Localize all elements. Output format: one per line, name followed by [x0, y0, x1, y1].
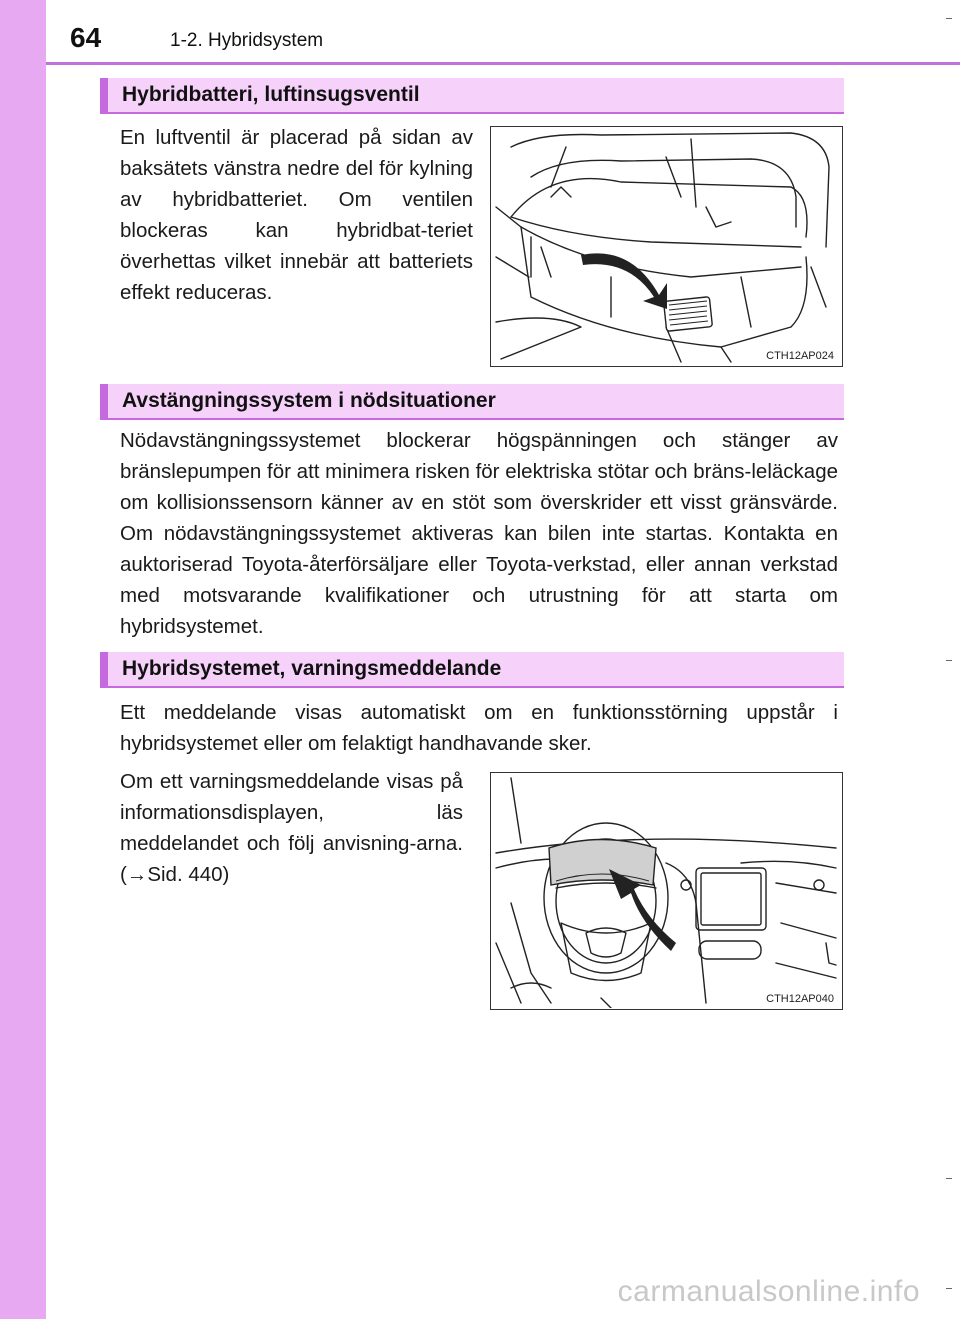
- crop-mark: [946, 660, 952, 661]
- warning-display-text: Om ett varningsmeddelande visas på informationsdisplayen, läs meddelandet och följ anvisning-arna. (: [120, 770, 463, 886]
- emergency-shutoff-paragraph: Nödavstängningssystemet blockerar högspänningen och stänger av bränslepumpen för att minimera risken för elektriska stötar och bräns-leläckage om kollisionssensorn känner av en stöt som överskrider ett visst gränsvärde. Om nödavstängningssystemet aktiveras kan bilen inte startas. Kontakta en auktoriserad Toyota-återförsäljare eller Toyota-verkstad, eller annan verkstad med motsvarande kvalifikationer och utrustning för att starta om hybridsystemet.: [120, 429, 838, 638]
- section-title-emergency-shutoff: Avstängningssystem i nödsituationer: [100, 384, 844, 420]
- figure-code-024: CTH12AP024: [766, 350, 834, 362]
- dashboard-illustration: [491, 773, 841, 1008]
- section-title-battery-vent: Hybridbatteri, luftinsugsventil: [100, 78, 844, 114]
- warning-display-paragraph: [120, 766, 463, 890]
- figure-rear-seat-vent: [490, 126, 843, 367]
- header-rule: [46, 62, 960, 65]
- pointer-arrow: [581, 253, 667, 309]
- battery-vent-paragraph: En luftventil är placerad på sidan av baksätets vänstra nedre del för kylning av hybridbatteriet. Om ventilen blockeras kan hybridbat-teriet överhettas vilket innebär att batteriets effekt reduceras.: [120, 126, 473, 304]
- side-tab-strip: [0, 0, 46, 1319]
- running-head: 1-2. Hybridsystem: [170, 30, 324, 51]
- vent-grille: [664, 297, 713, 332]
- figure-dashboard-display: [490, 772, 843, 1010]
- page-reference-link[interactable]: Sid. 440): [147, 863, 230, 886]
- warning-message-paragraph: Ett meddelande visas automatiskt om en funktionsstörning uppstår i hybridsystemet eller om felaktigt handhavande sker.: [120, 701, 838, 755]
- watermark: carmanualsonline.info: [617, 1275, 920, 1308]
- rear-seat-illustration: [491, 127, 841, 365]
- arrow-icon: →: [126, 863, 148, 886]
- crop-mark: [946, 1178, 952, 1179]
- section-title-warning-message: Hybridsystemet, varningsmeddelande: [100, 652, 844, 688]
- figure-code-040: CTH12AP040: [766, 993, 834, 1005]
- crop-mark: [946, 18, 952, 19]
- page-number: 64: [70, 22, 102, 53]
- crop-mark: [946, 1288, 952, 1289]
